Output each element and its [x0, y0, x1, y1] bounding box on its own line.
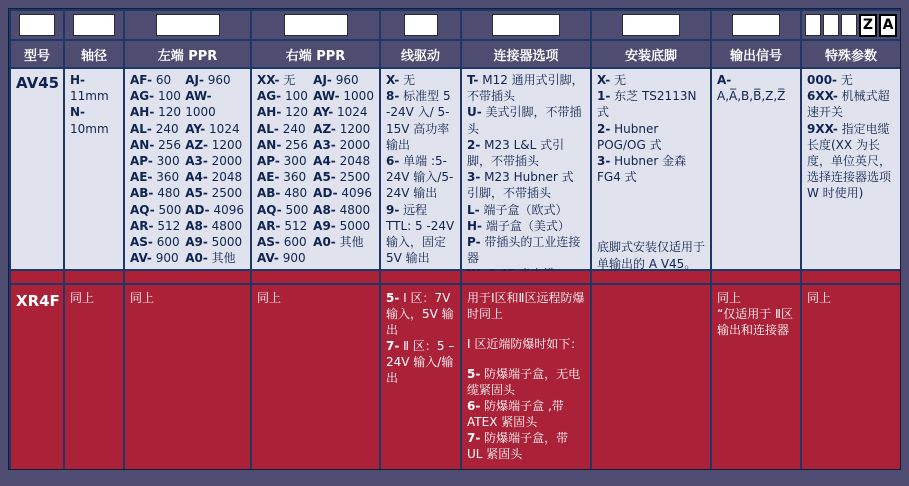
order-code-box-shaft [73, 14, 115, 36]
xr4f-connector-options [467, 366, 585, 462]
option-item: AN- 256 [257, 137, 309, 152]
option-item: AV- 900 [257, 251, 306, 266]
order-box-cell-shaft [65, 11, 123, 39]
separator-cell [65, 271, 123, 283]
special-box-z: Z [859, 14, 877, 37]
option-item: AY- 1024 [313, 105, 368, 120]
separator-cell [381, 271, 460, 283]
shaft-options [70, 72, 118, 137]
right-ppr-options-col2 [313, 72, 374, 266]
order-box-cell-model [11, 11, 63, 39]
option-item: 3- M23 Hubner 式引脚，不带插头 [467, 170, 574, 201]
option-item: AW- 1000 [185, 89, 216, 120]
option-item: A3- 2000 [313, 137, 371, 152]
option-item: AF- 60 [130, 73, 172, 87]
option-item: AH- 120 [257, 105, 309, 120]
option-item: 6- 单端 :5-24V 输入/5-24V 输出 [386, 154, 454, 201]
av45-shaft-cell [65, 69, 123, 269]
xr4f-line-driver-options [386, 290, 455, 386]
option-item: AD- 4096 [185, 202, 244, 217]
model-name-xr4f: XR4F [16, 292, 60, 310]
connector-intro: Ⅰ 区近端防爆时如下： [467, 337, 583, 351]
option-item: L- 端子盒（欧式） [467, 202, 568, 217]
column-header-right-ppr: 右端 PPR [252, 41, 379, 67]
order-code-box-special-1 [805, 14, 821, 36]
same-as-above-label: 同上 [807, 291, 832, 305]
option-item: 3- Hubner 金森 FG4 式 [597, 154, 687, 185]
option-item: 7- Ⅱ 区：5 – 24V 输入/输出 [386, 339, 455, 385]
option-item: T- M12 通用式引脚，不带插头 [467, 73, 584, 104]
option-item: AH- 120 [130, 105, 182, 120]
option-item: X- 无 [386, 73, 416, 87]
order-code-box-special-2 [823, 14, 839, 36]
option-item: 2- M23 L&L 式引脚，不带插头 [467, 137, 565, 169]
option-item: 1- 东芝 TS2113N 式 [597, 89, 697, 120]
option-item: 9XX- 指定电缆长度(XX 为长度，单位英尺，选择连接器选项 W 时使用) [807, 121, 892, 201]
option-item: 2- Hubner POG/OG 式 [597, 121, 662, 152]
option-item: AG- 100 [130, 89, 181, 104]
option-item: A9- 5000 [313, 218, 371, 233]
xr4f-mounting-cell [592, 285, 710, 469]
output-note: “仅适用于 Ⅱ区 输出和连接器 [717, 307, 793, 337]
option-item: A4- 2048 [313, 154, 371, 169]
option-item: 000- 无 [807, 73, 853, 87]
option-item: 5- 防爆端子盒，无电缆紧固头 [467, 367, 581, 397]
order-box-cell-output [712, 11, 800, 39]
option-item: H- 11mm [70, 73, 109, 104]
option-item: 5- Ⅰ 区：7V 输入，5V 输出 [386, 291, 454, 337]
option-item: A8- 4800 [185, 218, 243, 233]
left-ppr-options-col2 [185, 72, 245, 266]
column-header-shaft: 轴径 [65, 41, 123, 67]
av45-output-cell [712, 69, 800, 269]
option-item: AD- 4096 [313, 186, 372, 201]
option-item: AE- 360 [130, 170, 180, 185]
option-item: XX- 无 [257, 73, 296, 87]
xr4f-left-ppr-cell [125, 285, 250, 469]
option-item: AV- 900 [130, 251, 179, 266]
option-item: H- 端子盒（美式） [467, 218, 570, 233]
option-item: AL- 240 [257, 121, 306, 136]
option-item: AQ- 500 [257, 202, 309, 217]
option-item: AB- 480 [130, 186, 181, 201]
order-code-box-left-ppr [156, 14, 220, 36]
xr4f-connector-cell [462, 285, 590, 469]
order-code-box-special-3 [841, 14, 857, 36]
output-signal-options [717, 72, 795, 104]
option-item: AQ- 500 [130, 202, 182, 217]
column-header-mounting: 安装底脚 [592, 41, 710, 67]
option-item: A3- 2000 [185, 154, 243, 169]
option-item: A5- 2500 [185, 186, 243, 201]
option-item: A8- 4800 [313, 202, 371, 217]
option-item: AB- 480 [257, 186, 308, 201]
option-item: N- 10mm [70, 105, 109, 136]
order-code-box-connector [492, 14, 560, 36]
order-box-cell-connector [462, 11, 590, 39]
option-item: AP- 300 [257, 154, 307, 169]
option-item: U- 美式引脚，不带插头 [467, 105, 582, 136]
order-box-cell-special [802, 11, 900, 39]
line-driver-options [386, 72, 455, 266]
order-code-box-model [19, 14, 55, 36]
same-as-above-label: 同上 [257, 291, 282, 305]
column-header-special: 特殊参数 [802, 41, 900, 67]
ordering-guide-table [8, 8, 901, 470]
column-header-output: 输出信号 [712, 41, 800, 67]
option-item: AY- 1024 [185, 121, 240, 136]
option-item: 9- 远程 TTL: 5 -24V 输入，固定 5V 输出 [386, 202, 455, 266]
option-item: AZ- 1200 [185, 137, 243, 152]
xr4f-line-driver-cell [381, 285, 460, 469]
option-item: A9- 5000 [185, 235, 243, 250]
separator-cell [125, 271, 250, 283]
connector-intro: 用于Ⅰ区和Ⅱ区远程防爆时同上 [467, 291, 585, 321]
separator-cell [462, 271, 590, 283]
av45-line-driver-cell [381, 69, 460, 269]
model-name-av45: AV45 [16, 74, 60, 92]
option-item: A0- 其他 [313, 235, 364, 250]
special-options [807, 72, 895, 202]
av45-right-ppr-cell [252, 69, 379, 269]
option-item: A- A,A̅,B,B̅,Z,Z̅ [717, 73, 786, 104]
xr4f-shaft-cell [65, 285, 123, 469]
option-item: AL- 240 [130, 121, 179, 136]
order-code-box-line-driver [404, 14, 438, 36]
option-item: 6- 防爆端子盒 ,带 ATEX 紧固头 [467, 399, 564, 429]
order-code-box-mounting [622, 14, 680, 36]
option-item: AJ- 960 [185, 73, 231, 87]
connector-options [467, 72, 585, 283]
option-item: AP- 300 [130, 154, 180, 169]
av45-mounting-cell [592, 69, 710, 269]
special-box-a: A [879, 14, 897, 37]
option-item: A4- 2048 [185, 170, 243, 185]
option-item: AN- 256 [130, 137, 182, 152]
order-box-cell-line-driver [381, 11, 460, 39]
av45-left-ppr-cell [125, 69, 250, 269]
mounting-note: 底脚式安装仅适用于单输出的 A V45。 [597, 240, 706, 271]
same-as-above-label: 同上 [717, 291, 742, 305]
option-item: 7- 防爆端子盒，带 UL 紧固头 [467, 431, 569, 461]
order-box-cell-mounting [592, 11, 710, 39]
separator-cell [592, 271, 710, 283]
mounting-options [597, 72, 705, 185]
option-item: AS- 600 [257, 235, 307, 250]
column-header-line-driver: 线驱动 [381, 41, 460, 67]
option-item: AW- 1000 [313, 89, 374, 104]
xr4f-right-ppr-cell [252, 285, 379, 469]
column-header-left-ppr: 左端 PPR [125, 41, 250, 67]
xr4f-output-cell [712, 285, 800, 469]
av45-connector-cell [462, 69, 590, 269]
left-ppr-options-col1 [130, 72, 185, 266]
option-item: 6XX- 机械式超速开关 [807, 89, 890, 120]
option-item: AJ- 960 [313, 73, 359, 87]
same-as-above-label: 同上 [70, 291, 95, 305]
order-code-box-output [732, 14, 780, 36]
separator-cell [802, 271, 900, 283]
option-item: AG- 100 [257, 89, 308, 104]
order-box-cell-left-ppr [125, 11, 250, 39]
option-item: A0- 其他 [185, 251, 236, 266]
order-box-cell-right-ppr [252, 11, 379, 39]
separator-cell [712, 271, 800, 283]
option-item: AE- 360 [257, 170, 307, 185]
option-item: AS- 600 [130, 235, 180, 250]
xr4f-special-cell [802, 285, 900, 469]
order-code-box-right-ppr [284, 14, 348, 36]
option-item: AZ- 1200 [313, 121, 371, 136]
av45-model-cell [11, 69, 63, 269]
option-item: A5- 2500 [313, 170, 371, 185]
column-header-connector: 连接器选项 [462, 41, 590, 67]
xr4f-model-cell [11, 285, 63, 469]
option-item: P- 带插头的工业连接器 [467, 235, 581, 266]
same-as-above-label: 同上 [130, 291, 155, 305]
option-item: 8- 标准型 5 -24V 入/ 5-15V 高功率输出 [386, 89, 451, 152]
option-item: X- 无 [597, 73, 627, 87]
option-item: AR- 512 [130, 218, 181, 233]
column-header-model: 型号 [11, 41, 63, 67]
option-item: AR- 512 [257, 218, 308, 233]
av45-special-cell [802, 69, 900, 269]
right-ppr-options-col1 [257, 72, 313, 266]
separator-cell [252, 271, 379, 283]
separator-cell [11, 271, 63, 283]
